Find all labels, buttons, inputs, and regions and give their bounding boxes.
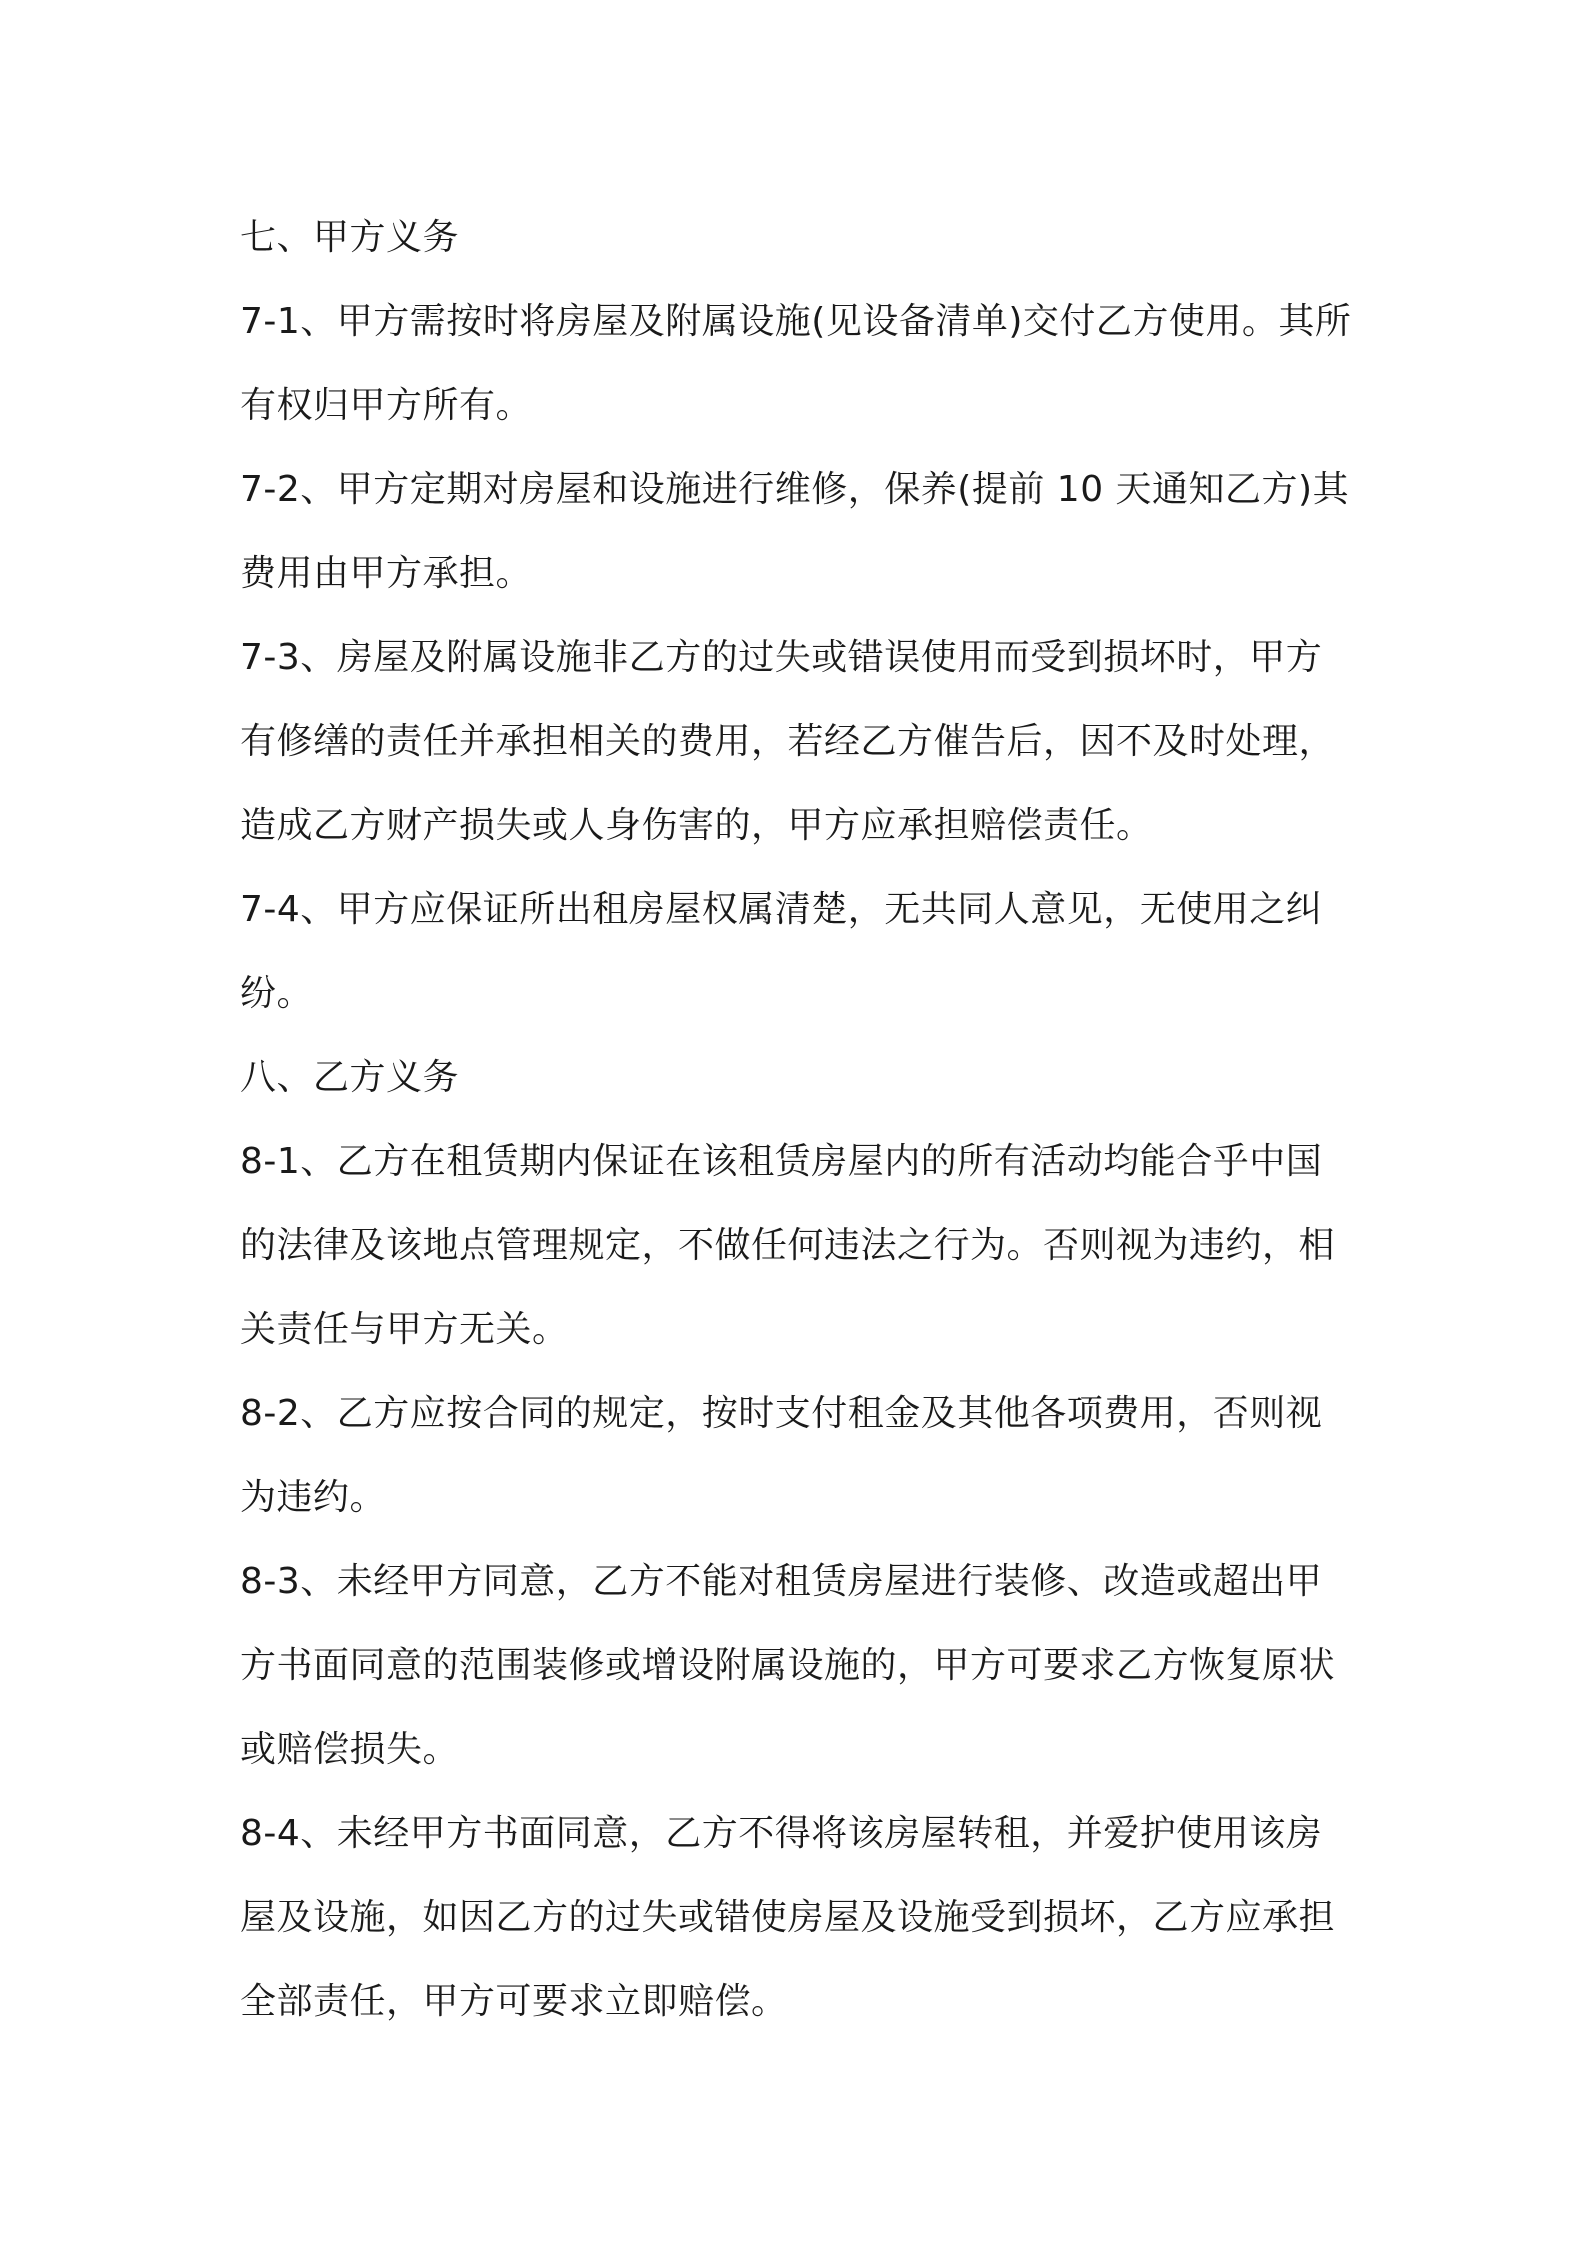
section-heading-8: 八、乙方义务 (240, 1057, 460, 1098)
clause-8-2: 8-2、乙方应按合同的规定，按时支付租金及其他各项费用，否则视为违约。 (240, 1393, 1323, 1518)
clause-7-4: 7-4、甲方应保证所出租房屋权属清楚，无共同人意见，无使用之纠纷。 (240, 889, 1323, 1014)
clause-8-4: 8-4、未经甲方书面同意，乙方不得将该房屋转租，并爱护使用该房屋及设施，如因乙方的过失或错使房屋及设施受到损坏，乙方应承担全部责任，甲方可要求立即赔偿。 (240, 1813, 1336, 2022)
clause-7-2: 7-2、甲方定期对房屋和设施进行维修，保养(提前 10 天通知乙方)其费用由甲方承担。 (240, 469, 1350, 594)
document-page (240, 196, 1356, 2044)
clause-7-3: 7-3、房屋及附属设施非乙方的过失或错误使用而受到损坏时，甲方有修缮的责任并承担相关的费用，若经乙方催告后，因不及时处理，造成乙方财产损失或人身伤害的，甲方应承担赔偿责任。 (240, 637, 1336, 846)
clause-8-1: 8-1、乙方在租赁期内保证在该租赁房屋内的所有活动均能合乎中国的法律及该地点管理规定，不做任何违法之行为。否则视为违约，相关责任与甲方无关。 (240, 1141, 1336, 1350)
clause-7-1: 7-1、甲方需按时将房屋及附属设施(见设备清单)交付乙方使用。其所有权归甲方所有。 (240, 301, 1352, 426)
clause-8-3: 8-3、未经甲方同意，乙方不能对租赁房屋进行装修、改造或超出甲方书面同意的范围装修或增设附属设施的，甲方可要求乙方恢复原状或赔偿损失。 (240, 1561, 1336, 1770)
section-heading-7: 七、甲方义务 (240, 217, 460, 258)
